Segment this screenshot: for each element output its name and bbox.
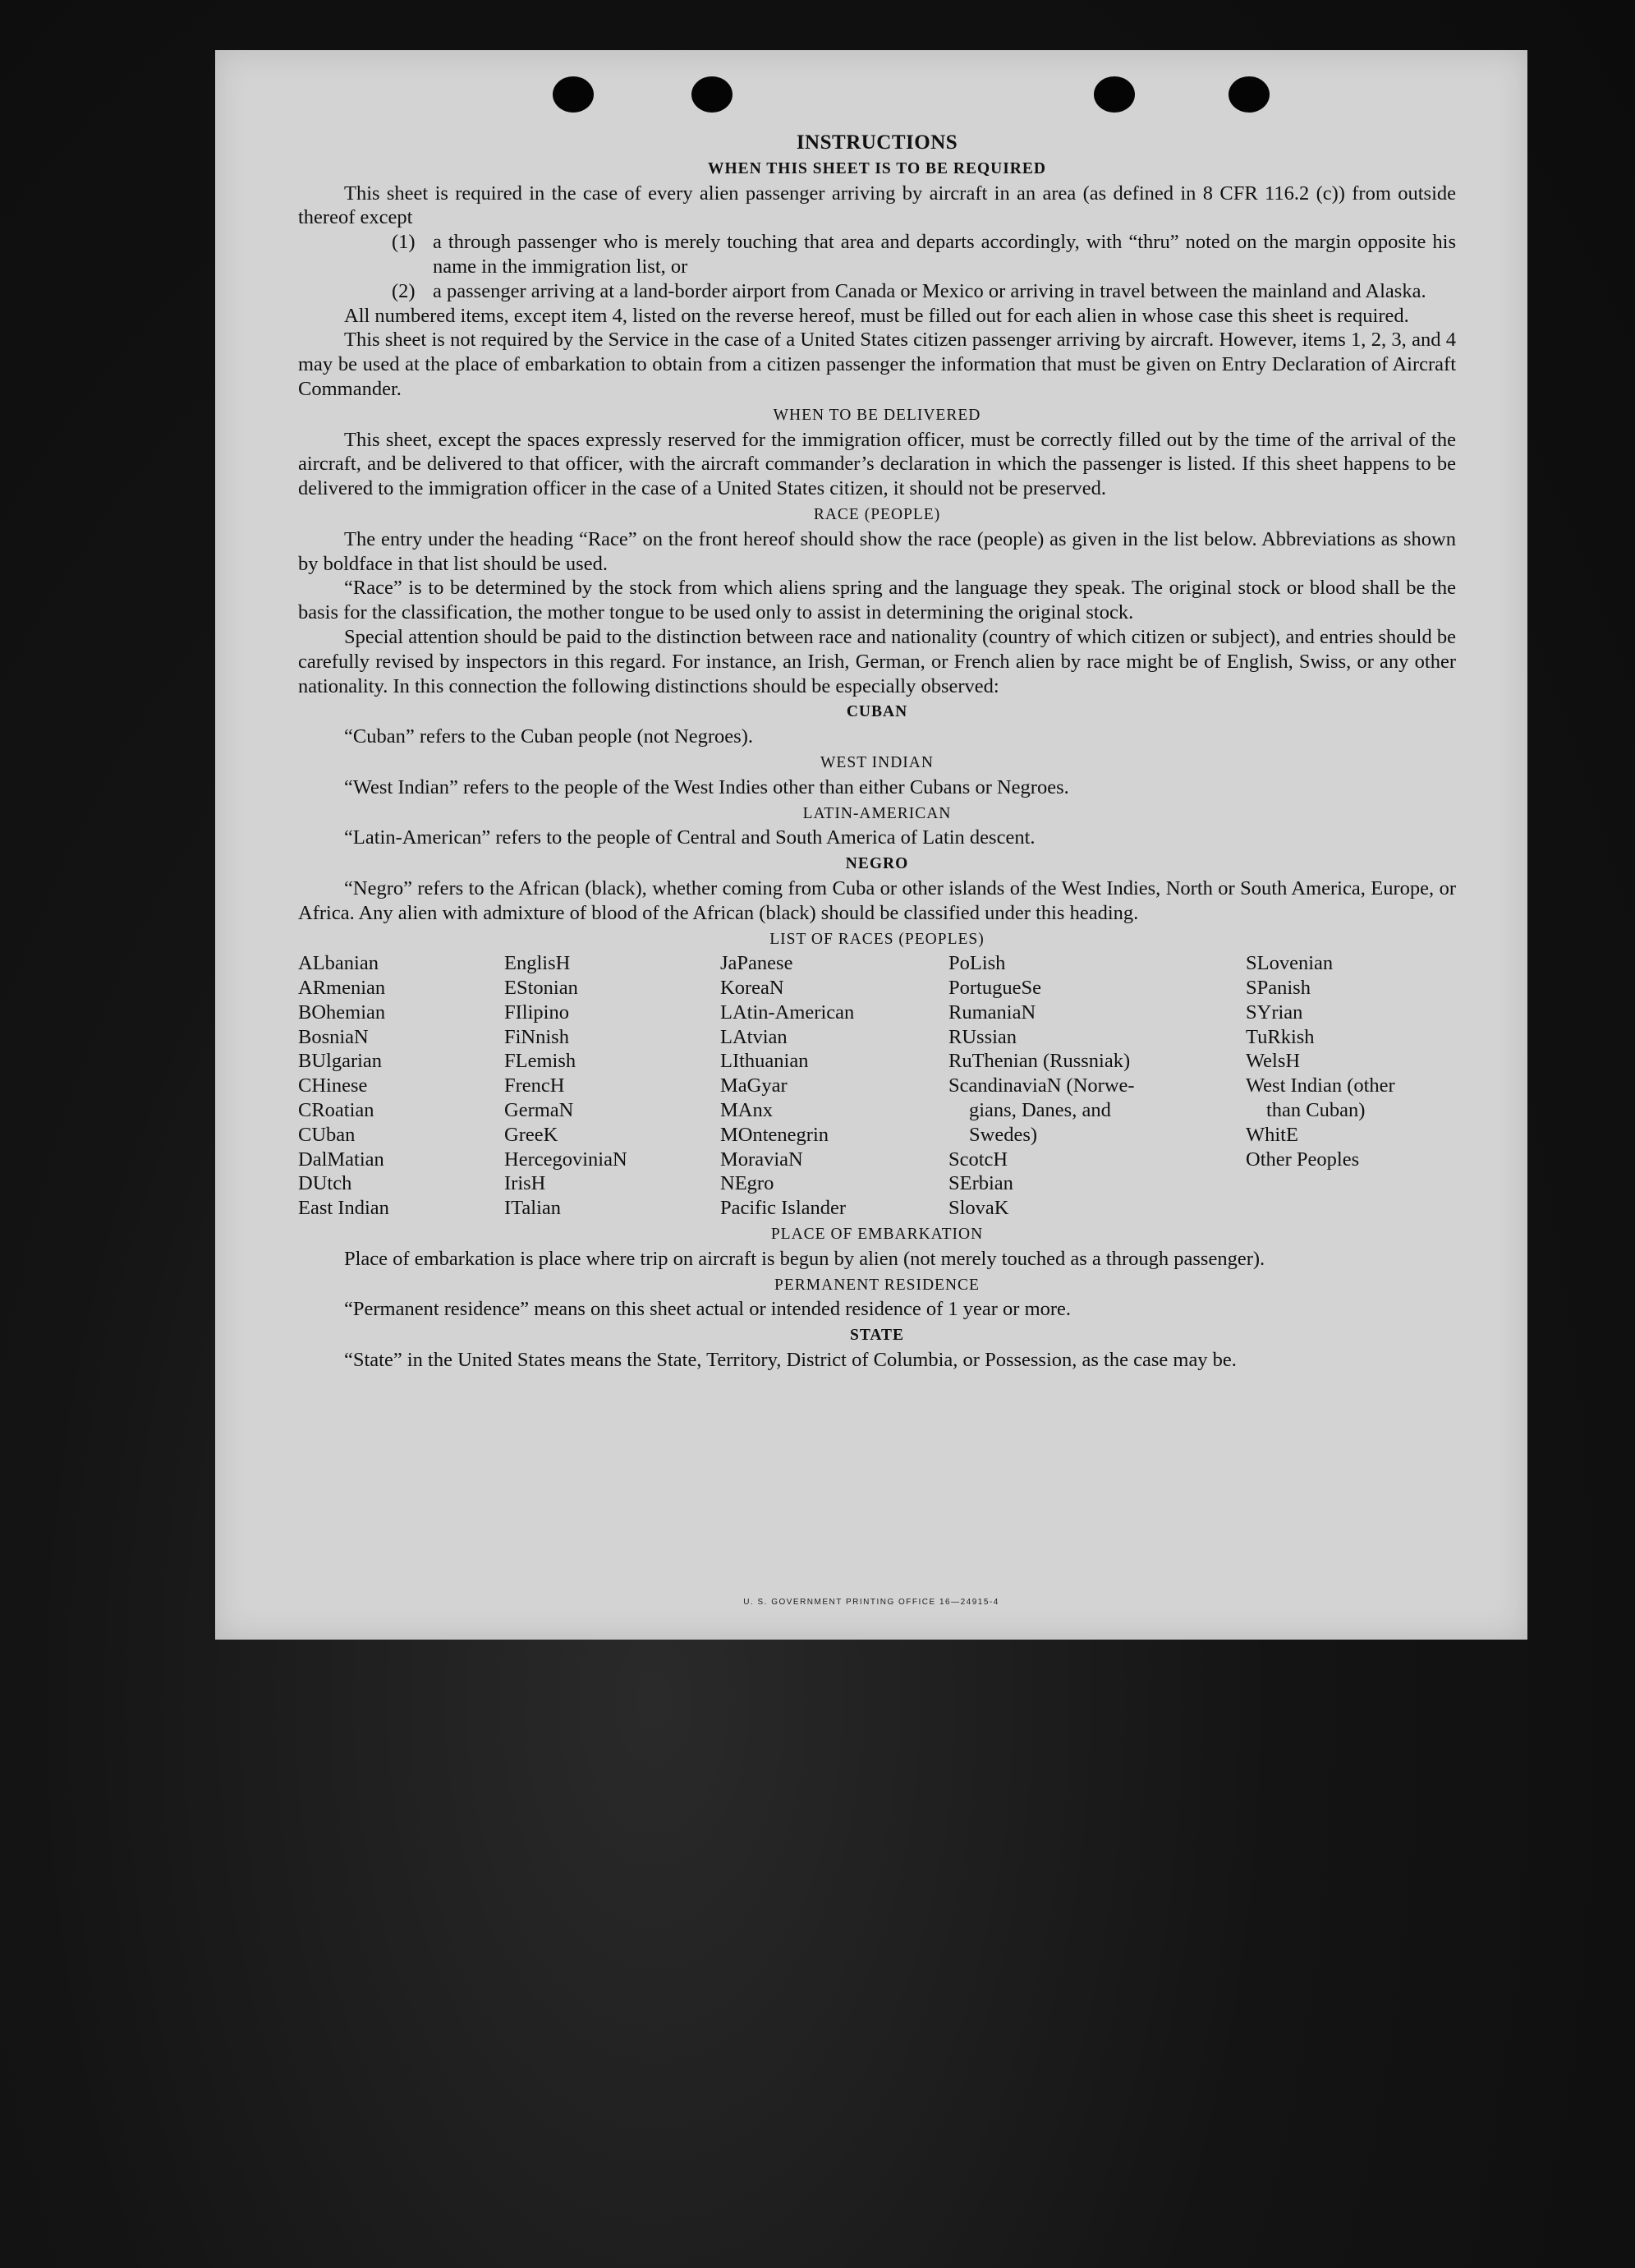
race-entry: EnglisH xyxy=(504,952,571,975)
section-heading-race: RACE (PEOPLE) xyxy=(813,505,941,523)
race-entry: WhitE xyxy=(1246,1123,1298,1146)
races-column-3 xyxy=(720,951,948,1221)
race-entry: MaGyar xyxy=(720,1074,788,1097)
punch-hole xyxy=(553,76,594,113)
section-heading-state: STATE xyxy=(849,1327,905,1345)
race-entry: PortugueSe xyxy=(948,977,1041,1000)
race-entry: IrisH xyxy=(504,1172,546,1195)
race-entry: SYrian xyxy=(1246,1001,1303,1024)
item-number: (1) xyxy=(392,231,416,254)
latin-american-paragraph: “Latin-American” refers to the people of Central and South America of Latin descent. xyxy=(344,826,1036,849)
race-entry: NEgro xyxy=(720,1172,774,1195)
race-entry: BOhemian xyxy=(298,1001,386,1024)
exception-item-1 xyxy=(392,230,1456,279)
race-entry: PoLish xyxy=(948,952,1006,975)
races-column-1 xyxy=(298,951,504,1221)
race-entry: SPanish xyxy=(1246,977,1311,1000)
race-entry: RumaniaN xyxy=(948,1001,1036,1024)
required-paragraph-2: All numbered items, except item 4, listed on the reverse hereof, must be filled out for each alien in whose case this sheet is required. xyxy=(344,304,1409,327)
page-title: INSTRUCTIONS xyxy=(796,131,958,154)
section-heading-latin-american: LATIN-AMERICAN xyxy=(802,804,952,822)
punch-hole xyxy=(1094,76,1135,113)
race-entry: LAtin-American xyxy=(720,1001,855,1024)
section-heading-residence: PERMANENT RESIDENCE xyxy=(774,1276,980,1294)
punch-hole xyxy=(691,76,733,113)
race-entry: BosniaN xyxy=(298,1025,369,1048)
section-heading-required: WHEN THIS SHEET IS TO BE REQUIRED xyxy=(708,159,1046,177)
race-entry: BUlgarian xyxy=(298,1050,383,1073)
race-entry: GreeK xyxy=(504,1123,558,1146)
race-entry: East Indian xyxy=(298,1197,389,1220)
race-entry: CRoatian xyxy=(298,1099,374,1122)
required-paragraph-1: This sheet is required in the case of every alien passenger arriving by aircraft in an area (as defined in 8 CFR 116.2 (c)) from outside thereof except xyxy=(298,182,1456,229)
race-entry: LIthuanian xyxy=(720,1050,809,1073)
race-paragraph-3: Special attention should be paid to the distinction between race and nationality (country of which citizen or subject), and entries should be carefully revised by inspectors in this regard. For instance, an Irish, German, or French alien by race might be of English, Swiss, or any other nationality. In this connection the following distinctions should be especially observed: xyxy=(298,625,1456,697)
races-column-4 xyxy=(948,951,1246,1221)
exception-item-2 xyxy=(392,279,1456,304)
west-indian-paragraph: “West Indian” refers to the people of the West Indies other than either Cubans or Negroes. xyxy=(344,775,1069,798)
document-sheet xyxy=(215,50,1527,1640)
race-entry: CHinese xyxy=(298,1074,368,1097)
cuban-paragraph: “Cuban” refers to the Cuban people (not Negroes). xyxy=(344,725,753,748)
race-entry: ScandinaviaN (Norwe- xyxy=(948,1074,1135,1097)
race-paragraph-1: The entry under the heading “Race” on the front hereof should show the race (people) as given in the list below. Abbreviations as shown by boldface in that list should be used. xyxy=(298,527,1456,575)
race-entry: CUban xyxy=(298,1123,356,1146)
item-text: a through passenger who is merely touching that area and departs accordingly, with “thru” noted on the margin opposite his name in the immigration list, or xyxy=(433,231,1456,278)
race-entry: JaPanese xyxy=(720,952,793,975)
section-heading-cuban: CUBAN xyxy=(846,703,908,721)
printing-office-footer: U. S. GOVERNMENT PRINTING OFFICE 16—24915-4 xyxy=(743,1598,999,1607)
section-heading-west-indian: WEST INDIAN xyxy=(820,753,934,771)
negro-paragraph: “Negro” refers to the African (black), whether coming from Cuba or other islands of the West Indies, North or South America, Europe, or Africa. Any alien with admixture of blood of the African (black) should be classified under this heading. xyxy=(298,876,1456,924)
race-entry-continuation: than Cuban) xyxy=(1266,1099,1366,1122)
delivered-paragraph: This sheet, except the spaces expressly reserved for the immigration officer, must be correctly filled out by the time of the arrival of the aircraft, and be delivered to that officer, with the aircraft commander’s declaration in which the passenger is listed. If this sheet happens to be delivered to the immigration officer in the case of a United States citizen, it should not be preserved. xyxy=(298,428,1456,500)
race-entry: SlovaK xyxy=(948,1197,1009,1220)
race-entry: SErbian xyxy=(948,1172,1013,1195)
race-entry: MoraviaN xyxy=(720,1148,803,1171)
race-entry: ARmenian xyxy=(298,977,386,1000)
races-column-2 xyxy=(504,951,720,1221)
race-paragraph-2: “Race” is to be determined by the stock from which aliens spring and the language they speak. The original stock or blood shall be the basis for the classification, the mother tongue to be used only to assist in determining the original stock. xyxy=(298,577,1456,624)
race-entry: EStonian xyxy=(504,977,578,1000)
race-entry: Pacific Islander xyxy=(720,1197,847,1220)
section-heading-negro: NEGRO xyxy=(845,855,909,873)
race-entry: FrencH xyxy=(504,1074,565,1097)
race-entry: HercegoviniaN xyxy=(504,1148,627,1171)
race-entry: West Indian (other xyxy=(1246,1074,1395,1097)
punch-hole xyxy=(1229,76,1270,113)
section-heading-delivered: WHEN TO BE DELIVERED xyxy=(773,406,981,424)
race-entry: LAtvian xyxy=(720,1025,788,1048)
race-entry: ScotcH xyxy=(948,1148,1008,1171)
race-entry: DalMatian xyxy=(298,1148,384,1171)
races-list xyxy=(298,951,1456,1221)
race-entry: RuThenian (Russniak) xyxy=(948,1050,1131,1073)
race-entry: KoreaN xyxy=(720,977,784,1000)
state-paragraph: “State” in the United States means the State, Territory, District of Columbia, or Possession, as the case may be. xyxy=(344,1349,1237,1372)
embarkation-paragraph: Place of embarkation is place where trip on aircraft is begun by alien (not merely touched as a through passenger). xyxy=(344,1247,1265,1270)
race-entry: FiNnish xyxy=(504,1025,569,1048)
race-entry: FLemish xyxy=(504,1050,576,1073)
race-entry: MAnx xyxy=(720,1099,773,1122)
race-entry: DUtch xyxy=(298,1172,352,1195)
residence-paragraph: “Permanent residence” means on this sheet actual or intended residence of 1 year or more. xyxy=(344,1298,1072,1321)
races-column-5 xyxy=(1246,951,1456,1221)
race-entry: MOntenegrin xyxy=(720,1123,829,1146)
race-entry: Other Peoples xyxy=(1246,1148,1360,1171)
required-paragraph-3: This sheet is not required by the Service in the case of a United States citizen passenger arriving by aircraft. However, items 1, 2, 3, and 4 may be used at the place of embarkation to obtain from a citizen passenger the information that must be given on Entry Declaration of Aircraft Commander. xyxy=(298,329,1456,400)
race-entry: WelsH xyxy=(1246,1050,1301,1073)
race-entry: TuRkish xyxy=(1246,1025,1315,1048)
instructions-content xyxy=(298,131,1456,1373)
item-text: a passenger arriving at a land-border airport from Canada or Mexico or arriving in travel between the mainland and Alaska. xyxy=(433,279,1426,302)
race-entry-continuation: gians, Danes, and xyxy=(969,1099,1111,1122)
race-entry: RUssian xyxy=(948,1025,1017,1048)
item-number: (2) xyxy=(392,279,416,302)
race-entry: ALbanian xyxy=(298,952,379,975)
section-heading-embarkation: PLACE OF EMBARKATION xyxy=(770,1226,984,1244)
race-entry: SLovenian xyxy=(1246,952,1334,975)
race-entry-continuation: Swedes) xyxy=(969,1123,1038,1146)
race-entry: GermaN xyxy=(504,1099,574,1122)
race-entry: ITalian xyxy=(504,1197,562,1220)
race-entry: FIlipino xyxy=(504,1001,569,1024)
section-heading-list-of-races: LIST OF RACES (PEOPLES) xyxy=(769,930,985,948)
